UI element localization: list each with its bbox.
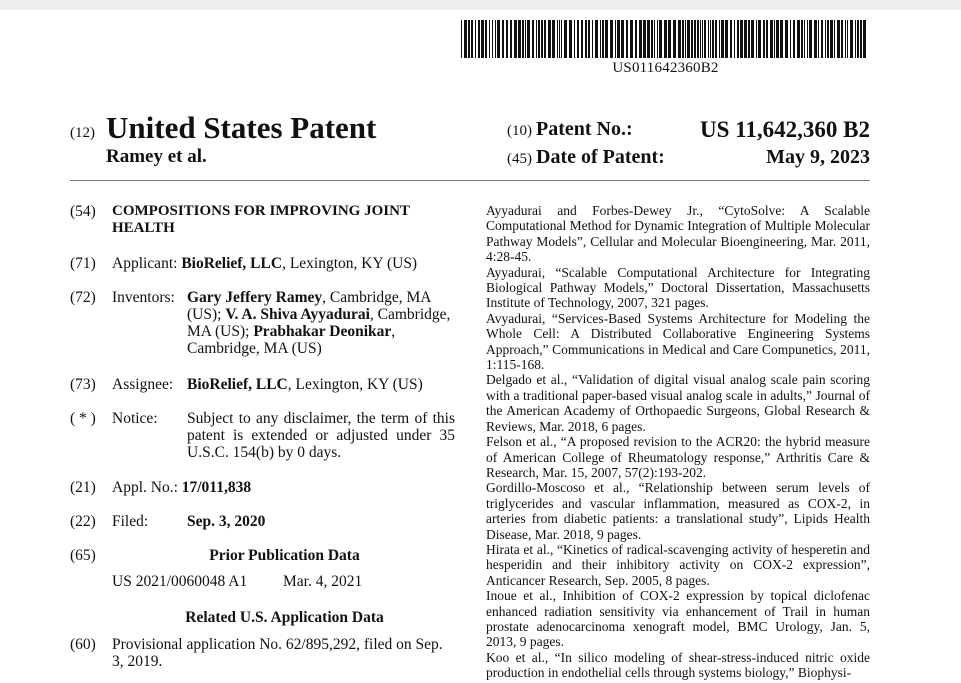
invention-title-line1: COMPOSITIONS FOR IMPROVING JOINT (112, 203, 410, 219)
barcode-bar (600, 20, 601, 58)
barcode-bar (564, 20, 567, 58)
barcode-bar (639, 20, 642, 58)
reference-item: Ayyadurai, “Scalable Computational Architecture for Integrating Biological Pathway Models,” Doctoral Dissertation, Massachusetts Institute of Technology, 2007, 321 pages. (486, 264, 870, 311)
barcode-bar (561, 20, 562, 58)
barcode-bar (659, 20, 662, 58)
barcode-bar (845, 20, 846, 58)
barcode-bar (514, 20, 517, 58)
inventor-1-location: , Cambridge, MA (US); (187, 289, 431, 323)
barcode-bar (673, 20, 676, 58)
reference-item: Ayyadurai and Forbes-Dewey Jr., “CytoSolve: A Scalable Computational Method for Dynamic Integration of Multiple Molecular Pathway Models”, Cellular and Molecular Bioengineering, Mar. 2011, 4:28-45. (486, 203, 870, 265)
patent-number-row (507, 118, 870, 141)
barcode-bar (630, 20, 633, 58)
code-10: (10) (507, 123, 532, 139)
barcode-bar (559, 20, 560, 58)
barcode-bar (687, 20, 690, 58)
patent-number: US 11,642,360 B2 (700, 117, 870, 142)
barcode-bar (837, 20, 840, 58)
barcode-bar (635, 20, 637, 58)
barcode-bar (734, 20, 735, 58)
inventor-2-name: V. A. Shiva Ayyadurai (225, 306, 370, 323)
prior-code: (65) (70, 547, 96, 564)
barcode-bar (478, 20, 480, 58)
barcode-bar (492, 20, 493, 58)
barcode-bar (737, 20, 739, 58)
applicant-name: BioRelief, LLC (181, 255, 283, 272)
barcode-bar (776, 20, 779, 58)
barcode-bar (654, 20, 655, 58)
filed-code: (22) (70, 513, 96, 530)
barcode-bar (841, 20, 843, 58)
barcode-bar (464, 20, 467, 58)
inventors-list (187, 289, 455, 357)
barcode-bar (647, 20, 650, 58)
barcode-bar (481, 20, 484, 58)
reference-item: Delgado et al., “Validation of digital visual analog scale pain scoring with a traditional paper-based visual analog scale in adults,” Journal of the American Academy of Orthopaedic Surgeons, Global Research & Reviews, Mar. 2018, 6 pages. (486, 372, 870, 434)
barcode-bar (860, 20, 862, 58)
barcode-bar (857, 20, 859, 58)
barcode-bar (527, 20, 530, 58)
filed-label: Filed: (112, 513, 149, 530)
barcode-bar (748, 20, 750, 58)
barcode-bar (712, 20, 714, 58)
barcode-bar (708, 20, 709, 58)
references-list (486, 203, 870, 681)
inventor-2-location: , Cambridge, MA (US); (187, 306, 451, 340)
barcode-bar (522, 20, 524, 58)
appl-label: Appl. No.: (112, 479, 178, 496)
prior-publication-date: Mar. 4, 2021 (283, 573, 363, 590)
barcode-bar (710, 20, 711, 58)
barcode-bar (697, 20, 699, 58)
invention-title-line2: HEALTH (112, 220, 175, 236)
applicant-code: (71) (70, 255, 96, 272)
barcode-bar (790, 20, 791, 58)
applicant-label: Applicant: (112, 255, 178, 272)
reference-item: Koo et al., “In silico modeling of shear-stress-induced nitric oxide production in endothelial cells through systems biology,” Biophysi- (486, 649, 870, 681)
barcode-bar (751, 20, 754, 58)
code-45: (45) (507, 151, 532, 167)
reference-item: Gordillo-Moscoso et al., “Relationship between serum levels of triglycerides and vascular inflammation, measured as COX-2, in arteries from diabetic patients: a translational study”, Lipids Health Disease, Mar. 2018, 9 pages. (486, 480, 870, 542)
header-divider (70, 180, 870, 181)
barcode-bar (489, 20, 490, 58)
barcode-bar (721, 20, 724, 58)
barcode-bar (766, 20, 768, 58)
barcode-bar (626, 20, 628, 58)
barcode-bar (538, 20, 540, 58)
barcode-number: US011642360B2 (612, 60, 719, 76)
barcode-bar (744, 20, 747, 58)
barcode-bar (821, 20, 823, 58)
barcode-bar (518, 20, 521, 58)
provisional-code: (60) (70, 636, 96, 653)
barcode-bar (617, 20, 620, 58)
barcode-bar (610, 20, 613, 58)
barcode-bar (719, 20, 720, 58)
barcode-bar (855, 20, 856, 58)
barcode-bar (657, 20, 658, 58)
barcode-bar (497, 20, 500, 58)
barcode-bar (825, 20, 826, 58)
barcode-bar (574, 20, 575, 58)
barcode-bar (510, 20, 512, 58)
provisional-text: Provisional application No. 62/895,292, filed on Sep. 3, 2019. (112, 636, 443, 670)
barcode-bar (801, 20, 803, 58)
barcode-bar (797, 20, 800, 58)
barcode (461, 20, 870, 58)
barcode-bar (785, 20, 788, 58)
barcode-bar (685, 20, 686, 58)
assignee-code: (73) (70, 376, 96, 393)
reference-item: Felson et al., “A proposed revision to the ACR20: the hybrid measure of American College of Rheumatology response,” Arthritis Care & Research, Mar. 15, 2007, 57(2):193-202. (486, 434, 870, 480)
barcode-bar (544, 20, 546, 58)
related-data-heading: Related U.S. Application Data (185, 609, 384, 626)
barcode-bar (595, 20, 598, 58)
patent-title: United States Patent (106, 110, 377, 145)
prior-publication-heading: Prior Publication Data (209, 547, 360, 564)
barcode-bar (643, 20, 646, 58)
barcode-bar (850, 20, 853, 58)
title-code: (54) (70, 203, 96, 220)
barcode-bar (763, 20, 765, 58)
barcode-bar (621, 20, 624, 58)
barcode-bar (770, 20, 773, 58)
patent-date-label: Date of Patent: (536, 146, 665, 168)
inventor-1-name: Gary Jeffery Ramey (187, 289, 323, 306)
barcode-bar (691, 20, 693, 58)
barcode-bar (557, 20, 558, 58)
appl-number: 17/011,838 (181, 479, 252, 496)
barcode-bar (827, 20, 829, 58)
notice-code: ( * ) (70, 410, 96, 427)
prior-publication-number: US 2021/0060048 A1 (112, 573, 248, 590)
barcode-bar (475, 20, 476, 58)
barcode-bar (585, 20, 587, 58)
barcode-bar (548, 20, 551, 58)
inventors-code: (72) (70, 289, 96, 306)
barcode-bar (502, 20, 504, 58)
barcode-bar (592, 20, 593, 58)
barcode-bar (577, 20, 579, 58)
barcode-bar (818, 20, 819, 58)
barcode-bar (525, 20, 526, 58)
notice-text: Subject to any disclaimer, the term of this patent is extended or adjusted under 35 U.S.C. 154(b) by 0 days. (187, 410, 455, 461)
top-scrollbar-strip (0, 0, 961, 10)
filed-date: Sep. 3, 2020 (187, 513, 266, 530)
barcode-bar (664, 20, 667, 58)
barcode-bar (471, 20, 473, 58)
barcode-bar (793, 20, 795, 58)
notice-label: Notice: (112, 410, 158, 427)
barcode-bar (780, 20, 783, 58)
applicant-location: , Lexington, KY (US) (282, 255, 418, 272)
barcode-bar (678, 20, 681, 58)
barcode-bar (725, 20, 728, 58)
patent-authors: Ramey et al. (106, 146, 207, 167)
code-12: (12) (70, 125, 95, 141)
barcode-bar (834, 20, 835, 58)
reference-item: Hirata et al., “Kinetics of radical-scavenging activity of hesperetin and hesperidin and their inhibitory activity on COX-2 expression”, Anticancer Research, Sep. 2005, 8 pages. (486, 541, 870, 588)
barcode-bar (809, 20, 812, 58)
barcode-bar (730, 20, 732, 58)
barcode-bar (774, 20, 775, 58)
barcode-bar (758, 20, 761, 58)
barcode-bar (704, 20, 706, 58)
barcode-bar (715, 20, 717, 58)
barcode-bar (552, 20, 555, 58)
barcode-bar (615, 20, 616, 58)
barcode-bar (581, 20, 583, 58)
appl-field (112, 479, 251, 496)
barcode-bar (602, 20, 604, 58)
barcode-bar (605, 20, 608, 58)
assignee-location: , Lexington, KY (US) (287, 376, 423, 393)
barcode-bar (847, 20, 848, 58)
barcode-bar (468, 20, 470, 58)
invention-title (112, 203, 457, 237)
barcode-bar (569, 20, 572, 58)
barcode-bar (668, 20, 671, 58)
barcode-bar (702, 20, 703, 58)
appl-code: (21) (70, 479, 96, 496)
barcode-bar (700, 20, 701, 58)
barcode-bar (804, 20, 805, 58)
barcode-bar (588, 20, 590, 58)
barcode-bar (651, 20, 653, 58)
barcode-bar (807, 20, 808, 58)
barcode-bar (506, 20, 508, 58)
barcode-bar (682, 20, 684, 58)
inventor-3-location: , Cambridge, MA (US) (187, 323, 396, 357)
barcode-bar (830, 20, 833, 58)
inventors-label: Inventors: (112, 289, 175, 306)
barcode-bar (863, 20, 866, 58)
assignee-value (187, 376, 455, 393)
barcode-bar (495, 20, 496, 58)
patent-number-label: Patent No.: (536, 118, 633, 140)
barcode-bar (532, 20, 534, 58)
barcode-bar (536, 20, 537, 58)
reference-item: Inoue et al., Inhibition of COX-2 expression by topical diclofenac enhanced radiation sensitivity via enhancement of Trail in human prostate adenocarcinoma xenograft model, BMC Urology, Jan. 5, 2013, 9 pages. (486, 588, 870, 650)
inventor-3-name: Prabhakar Deonikar (253, 323, 392, 340)
barcode-bar (541, 20, 543, 58)
barcode-bar (694, 20, 696, 58)
barcode-bar (461, 20, 462, 58)
assignee-name: BioRelief, LLC (187, 376, 288, 393)
barcode-bar (814, 20, 817, 58)
barcode-bar (740, 20, 743, 58)
patent-date: May 9, 2023 (766, 146, 870, 168)
barcode-bar (756, 20, 757, 58)
barcode-bar (485, 20, 487, 58)
reference-item: Avyadurai, “Services-Based Systems Architecture for Modeling the Whole Cell: A Distributed Collaborative Engineering Systems Approach,” Communications in Medical and Care Compunetics, 2011, 1:115-168. (486, 310, 870, 373)
patent-date-row (507, 146, 870, 169)
applicant-field (112, 255, 417, 272)
assignee-label: Assignee: (112, 376, 174, 393)
